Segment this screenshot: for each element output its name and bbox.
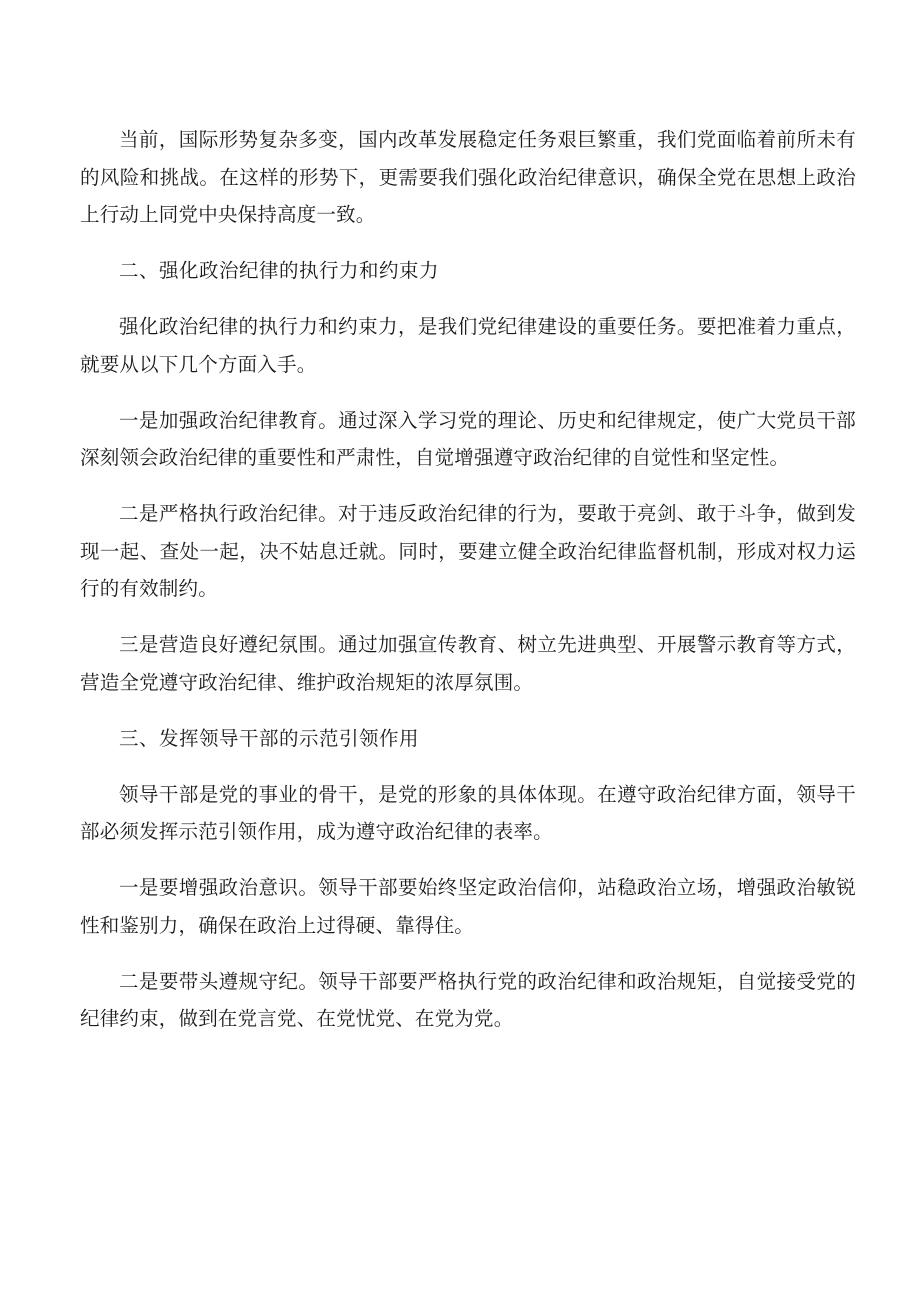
- paragraph-education: 一是加强政治纪律教育。通过深入学习党的理论、历史和纪律规定，使广大党员干部深刻领会政治纪律的重要性和严肃性，自觉增强遵守政治纪律的自觉性和坚定性。: [80, 408, 856, 469]
- paragraph-section-3-intro: 领导干部是党的事业的骨干，是党的形象的具体体现。在遵守政治纪律方面，领导干部必须发挥示范引领作用，成为遵守政治纪律的表率。: [80, 782, 856, 843]
- paragraph-lead-by-example: 二是要带头遵规守纪。领导干部要严格执行党的政治纪律和政治规矩，自觉接受党的纪律约束，做到在党言党、在党忧党、在党为党。: [80, 969, 856, 1030]
- section-heading-2: 二、强化政治纪律的执行力和约束力: [119, 259, 440, 282]
- paragraph-political-awareness: 一是要增强政治意识。领导干部要始终坚定政治信仰，站稳政治立场，增强政治敏锐性和鉴别力，确保在政治上过得硬、靠得住。: [80, 876, 856, 937]
- paragraph-atmosphere: 三是营造良好遵纪氛围。通过加强宣传教育、树立先进典型、开展警示教育等方式，营造全党遵守政治纪律、维护政治规矩的浓厚氛围。: [80, 633, 856, 694]
- paragraph-section-2-intro: 强化政治纪律的执行力和约束力，是我们党纪律建设的重要任务。要把准着力重点，就要从以下几个方面入手。: [80, 315, 856, 376]
- paragraph-intro: 当前，国际形势复杂多变，国内改革发展稳定任务艰巨繁重，我们党面临着前所未有的风险和挑战。在这样的形势下，更需要我们强化政治纪律意识，确保全党在思想上政治上行动上同党中央保持高度一致。: [80, 128, 856, 226]
- paragraph-enforcement: 二是严格执行政治纪律。对于违反政治纪律的行为，要敢于亮剑、敢于斗争，做到发现一起、查处一起，决不姑息迁就。同时，要建立健全政治纪律监督机制，形成对权力运行的有效制约。: [80, 502, 856, 600]
- section-heading-3: 三、发挥领导干部的示范引领作用: [119, 726, 420, 750]
